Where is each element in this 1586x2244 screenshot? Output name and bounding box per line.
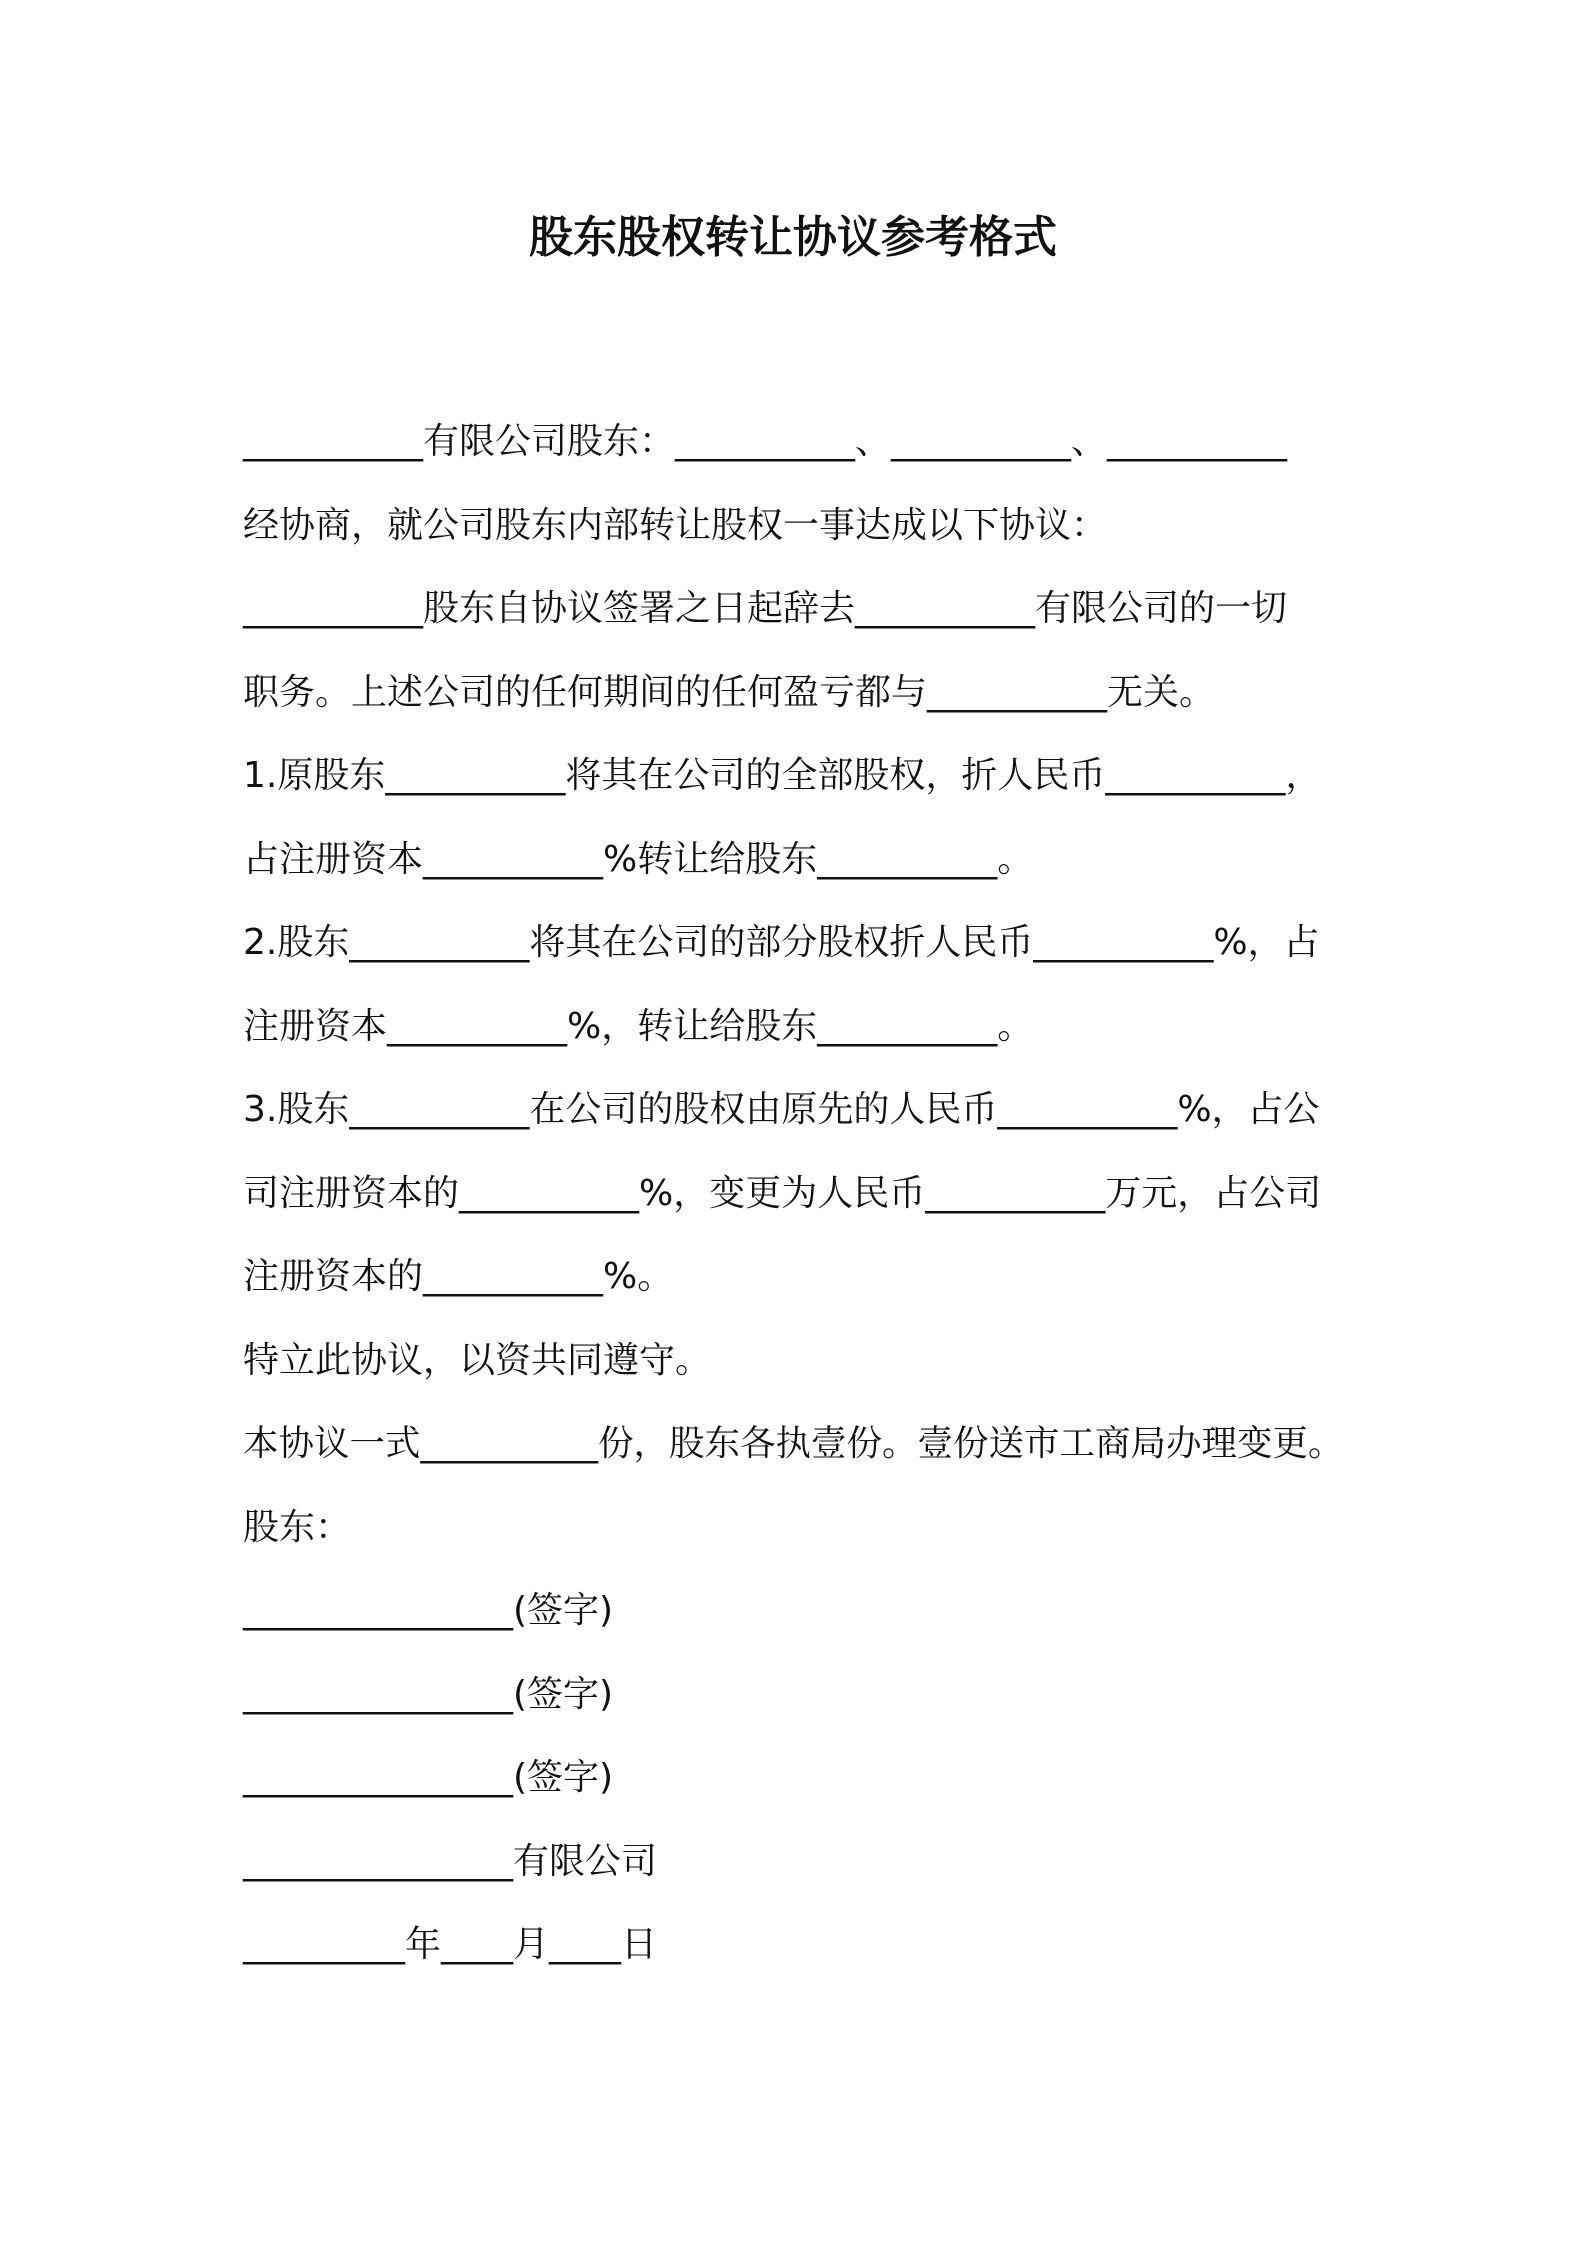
body-line-12: 特立此协议，以资共同遵守。: [243, 1339, 712, 1381]
body-line-1: [243, 400, 1358, 484]
body-line-3: __________股东自协议签署之日起辞去__________有限公司的一切: [243, 588, 1288, 629]
body-line-2: 经协商，就公司股东内部转让股权一事达成以下协议：: [243, 504, 1108, 546]
company-line: _______________有限公司: [243, 1840, 658, 1882]
signature-line-2: _______________(签字): [243, 1673, 614, 1715]
signature-line-3: _______________(签字): [243, 1757, 614, 1798]
signature-line-1: _______________(签字): [243, 1590, 614, 1631]
body-line-5: 1.原股东__________将其在公司的全部股权，折人民币__________，: [243, 755, 1322, 796]
document-body: [243, 400, 1358, 1987]
body-line-4: 职务。上述公司的任何期间的任何盈亏都与__________无关。: [243, 671, 1216, 713]
body-line-7: 2.股东__________将其在公司的部分股权折人民币__________%，占: [243, 922, 1320, 963]
body-line-14: 股东：: [243, 1506, 352, 1548]
body-line-10: 司注册资本的__________%，变更为人民币__________万元，占公司: [243, 1172, 1322, 1214]
date-line: _________年____月____日: [243, 1924, 657, 1965]
body-line-13: 本协议一式__________份，股东各执壹份。壹份送市工商局办理变更。: [243, 1423, 1344, 1464]
body-line-8: 注册资本__________%，转让给股东__________。: [243, 1005, 1034, 1047]
body-line-9: 3.股东__________在公司的股权由原先的人民币__________%，占公: [243, 1089, 1320, 1130]
body-line-6: 占注册资本__________%转让给股东__________。: [243, 838, 1034, 880]
body-line-1-text: __________有限公司股东：__________、__________、__________: [243, 421, 1288, 462]
body-line-11: 注册资本的__________%。: [243, 1256, 674, 1297]
document-title: 股东股权转让协议参考格式: [529, 212, 1057, 263]
